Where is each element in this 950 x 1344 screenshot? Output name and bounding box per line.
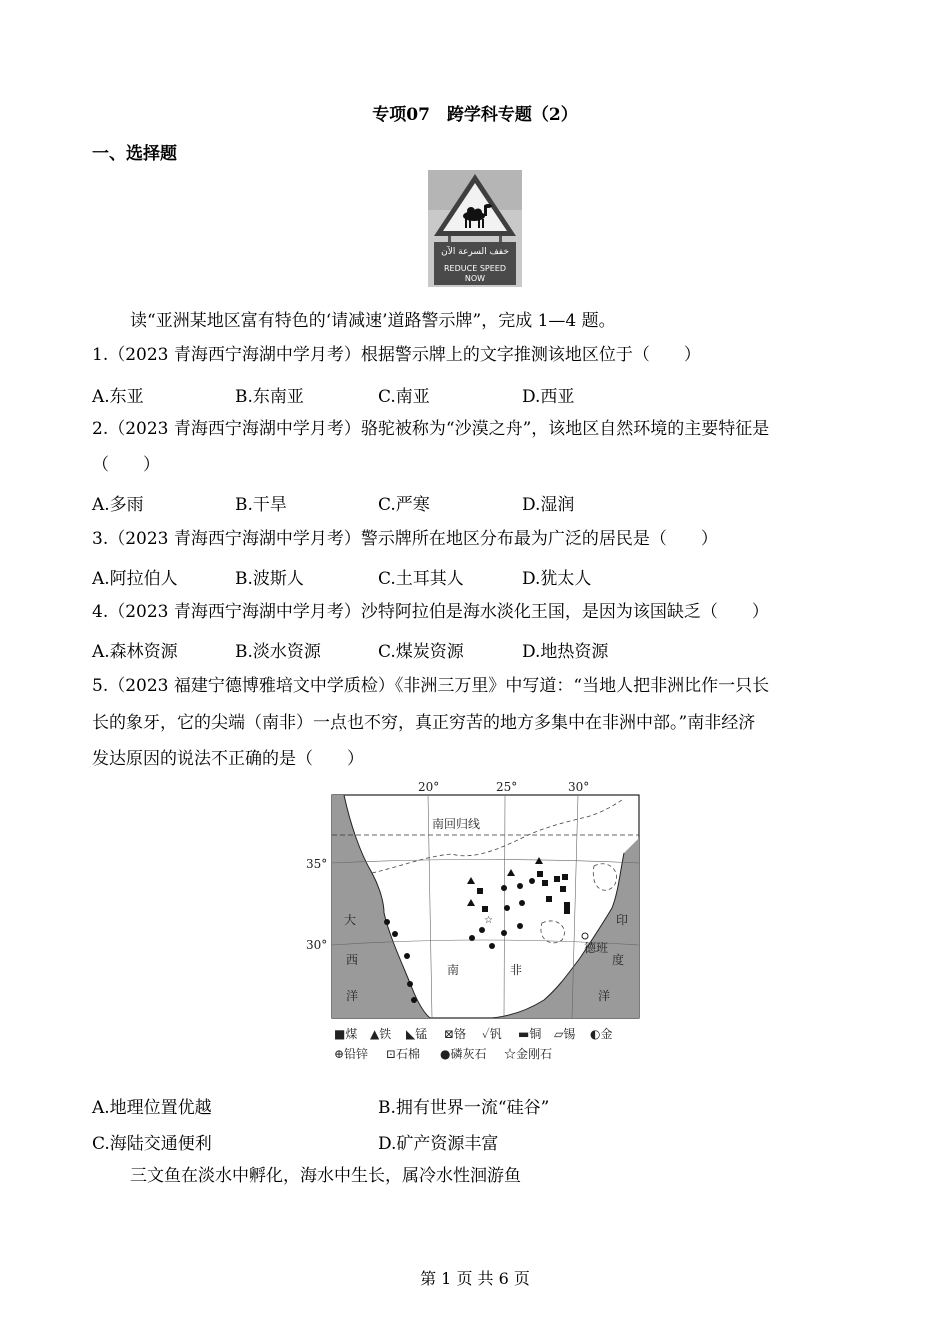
road-sign-image xyxy=(428,170,522,287)
question-5-stem: 5.（2023 福建宁德博雅培文中学质检）《非洲三万里》中写道：“当地人把非洲比作一只长 xyxy=(92,676,770,696)
ocean-right-3: 洋 xyxy=(598,989,611,1003)
country-label-1: 南 xyxy=(447,963,460,977)
lon-label-30: 30° xyxy=(568,780,590,794)
lat-label-30: 30° xyxy=(306,938,328,952)
question-1-stem: 1.（2023 青海西宁海湖中学月考）根据警示牌上的文字推测该地区位于（ ） xyxy=(92,345,701,365)
question-5-option-a[interactable]: A.地理位置优越 xyxy=(92,1098,212,1118)
question-4-option-a[interactable]: A.森林资源 xyxy=(92,642,178,662)
question-4-stem: 4.（2023 青海西宁海湖中学月考）沙特阿拉伯是海水淡化王国，是因为该国缺乏（ ） xyxy=(92,602,769,622)
map-figure xyxy=(306,778,644,1070)
legend-iron: ▲铁 xyxy=(370,1027,392,1041)
legend-tin: ▱锡 xyxy=(554,1027,576,1041)
sign-text-line1: REDUCE SPEED xyxy=(444,264,506,273)
question-1-option-a[interactable]: A.东亚 xyxy=(92,387,144,407)
legend-copper: ▬铜 xyxy=(518,1027,542,1041)
legend-coal: ■煤 xyxy=(334,1027,358,1041)
question-4-option-b[interactable]: B.淡水资源 xyxy=(235,642,321,662)
ocean-right-2: 度 xyxy=(612,953,625,967)
question-5-option-b[interactable]: B.拥有世界一流“硅谷” xyxy=(378,1098,550,1118)
page-title: 专项07 跨学科专题（2） xyxy=(372,105,578,125)
ocean-left-2: 西 xyxy=(346,953,359,967)
question-3-option-d[interactable]: D.犹太人 xyxy=(522,569,592,589)
city-label-durban: 德班 xyxy=(584,941,609,955)
question-2-option-c[interactable]: C.严寒 xyxy=(378,495,430,515)
legend-manganese: ◣锰 xyxy=(406,1027,428,1041)
country-label-2: 非 xyxy=(510,963,523,977)
question-3-option-b[interactable]: B.波斯人 xyxy=(235,569,304,589)
intro-text-2: 三文鱼在淡水中孵化，海水中生长，属冷水性洄游鱼 xyxy=(130,1166,521,1186)
intro-text-1: 读“亚洲某地区富有特色的‘请减速’道路警示牌”，完成 1—4 题。 xyxy=(130,311,616,331)
question-1-option-c[interactable]: C.南亚 xyxy=(378,387,430,407)
ocean-left-1: 大 xyxy=(344,913,357,927)
ocean-right-1: 印 xyxy=(616,913,629,927)
question-5-option-d[interactable]: D.矿产资源丰富 xyxy=(378,1134,499,1154)
lat-label-35: 35° xyxy=(306,857,328,871)
question-2-option-d[interactable]: D.湿润 xyxy=(522,495,575,515)
sign-arabic-text: خفف السرعة الآن xyxy=(441,247,509,257)
lon-label-25: 25° xyxy=(496,780,518,794)
tropic-label: 南回归线 xyxy=(432,817,481,831)
section-heading: 一、选择题 xyxy=(92,144,177,164)
question-4-option-d[interactable]: D.地热资源 xyxy=(522,642,609,662)
question-5-stem-cont: 长的象牙，它的尖端（南非）一点也不穷，真正穷苦的地方多集中在非洲中部。”南非经济 xyxy=(92,713,756,733)
question-2-stem-cont: （ ） xyxy=(92,455,160,475)
legend-diamond: ☆金刚石 xyxy=(504,1047,553,1061)
legend-lead-zinc: ⊕铅锌 xyxy=(334,1047,369,1061)
legend-apatite: ●磷灰石 xyxy=(440,1047,487,1061)
question-4-option-c[interactable]: C.煤炭资源 xyxy=(378,642,464,662)
lon-label-20: 20° xyxy=(418,780,440,794)
question-2-stem: 2.（2023 青海西宁海湖中学月考）骆驼被称为“沙漠之舟”，该地区自然环境的主要特征是 xyxy=(92,419,770,439)
ocean-left-3: 洋 xyxy=(346,989,359,1003)
question-3-option-c[interactable]: C.土耳其人 xyxy=(378,569,464,589)
legend-asbestos: ⊡石棉 xyxy=(386,1047,421,1061)
camel-warning-sign xyxy=(428,170,522,287)
page-footer: 第 1 页 共 6 页 xyxy=(420,1269,530,1288)
south-africa-map xyxy=(306,778,644,1070)
legend-gold: ◐金 xyxy=(590,1027,613,1041)
question-2-option-b[interactable]: B.干旱 xyxy=(235,495,287,515)
question-3-option-a[interactable]: A.阿拉伯人 xyxy=(92,569,178,589)
question-5-option-c[interactable]: C.海陆交通便利 xyxy=(92,1134,212,1154)
legend-vanadium: ✓钒 xyxy=(482,1027,502,1041)
question-1-option-b[interactable]: B.东南亚 xyxy=(235,387,304,407)
question-3-stem: 3.（2023 青海西宁海湖中学月考）警示牌所在地区分布最为广泛的居民是（ ） xyxy=(92,529,718,549)
svg-text:☆: ☆ xyxy=(484,915,493,926)
question-5-stem-cont2: 发达原因的说法不正确的是（ ） xyxy=(92,749,364,769)
question-1-option-d[interactable]: D.西亚 xyxy=(522,387,575,407)
question-2-option-a[interactable]: A.多雨 xyxy=(92,495,144,515)
sign-text-line2: NOW xyxy=(464,274,486,283)
legend-chromium: ⊠铬 xyxy=(444,1027,467,1041)
